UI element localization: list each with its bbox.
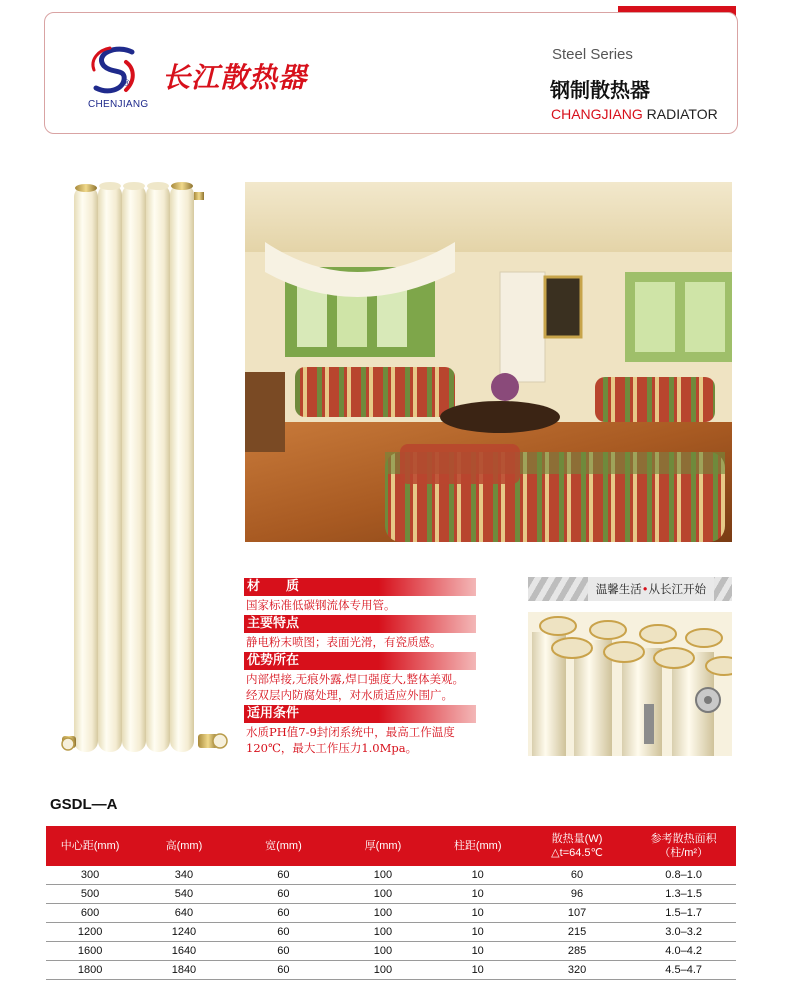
- slogan-dot: •: [641, 582, 649, 596]
- table-cell: 10: [433, 942, 523, 961]
- table-cell: 640: [134, 904, 233, 923]
- slogan-part1: 温馨生活: [595, 582, 642, 596]
- table-cell: 1200: [46, 923, 134, 942]
- table-cell: 1600: [46, 942, 134, 961]
- table-cell: 1800: [46, 961, 134, 980]
- header-reference-area-sub: （柱/m²）: [659, 847, 709, 859]
- table-cell: 1.3–1.5: [631, 885, 736, 904]
- table-cell: 1640: [134, 942, 233, 961]
- feature-heading-conditions: 适用条件: [244, 705, 476, 723]
- table-cell: 60: [234, 923, 333, 942]
- table-cell: 60: [234, 942, 333, 961]
- header-center-distance: 中心距(mm): [46, 826, 134, 866]
- header-width: 宽(mm): [234, 826, 333, 866]
- table-cell: 10: [433, 885, 523, 904]
- table-cell: 3.0–3.2: [631, 923, 736, 942]
- table-cell: 340: [134, 866, 233, 885]
- radiator-closeup-photo: [528, 612, 732, 756]
- table-cell: 60: [234, 866, 333, 885]
- table-cell: 60: [234, 885, 333, 904]
- registered-mark: ®: [122, 79, 131, 89]
- header-heat-output-label: 散热量(W): [551, 833, 603, 845]
- table-cell: 10: [433, 961, 523, 980]
- table-cell: 600: [46, 904, 134, 923]
- slogan-bar: [528, 577, 732, 601]
- table-cell: 300: [46, 866, 134, 885]
- table-row: [46, 923, 736, 942]
- table-cell: 100: [333, 904, 432, 923]
- table-row: [46, 961, 736, 980]
- header-heat-output-sub: △t=64.5℃: [551, 847, 603, 859]
- table-cell: 60: [234, 961, 333, 980]
- brand-logo-icon: [86, 40, 148, 102]
- table-row: [46, 942, 736, 961]
- table-cell: 0.8–1.0: [631, 866, 736, 885]
- table-cell: 1840: [134, 961, 233, 980]
- table-cell: 100: [333, 923, 432, 942]
- feature-heading-material: 材 质: [244, 578, 476, 596]
- feature-body-material: 国家标准低碳钢流体专用管。: [246, 598, 396, 612]
- series-subtitle: [551, 106, 718, 122]
- table-cell: 60: [234, 904, 333, 923]
- table-cell: 100: [333, 885, 432, 904]
- logo-latin-text: CHENJIANG: [88, 99, 149, 110]
- feature-heading-advantages: 优势所在: [244, 652, 476, 670]
- table-row: [46, 866, 736, 885]
- radiator-product-image: [58, 178, 234, 760]
- brand-name: 长江散热器: [162, 61, 308, 94]
- series-subtitle-brand: CHANGJIANG: [551, 106, 643, 122]
- table-header-row: [46, 826, 736, 866]
- series-subtitle-rest: RADIATOR: [642, 106, 718, 122]
- header-heat-output: [523, 826, 632, 866]
- header-reference-area: [631, 826, 736, 866]
- table-cell: 320: [523, 961, 632, 980]
- feature-body-characteristics: 静电粉末喷图；表面光滑，有瓷质感。: [246, 635, 442, 649]
- table-cell: 10: [433, 923, 523, 942]
- table-cell: 100: [333, 866, 432, 885]
- header-height: 高(mm): [134, 826, 233, 866]
- header-thickness: 厚(mm): [333, 826, 432, 866]
- table-cell: 60: [523, 866, 632, 885]
- table-row: [46, 904, 736, 923]
- slogan-text: [588, 577, 714, 601]
- table-cell: 540: [134, 885, 233, 904]
- table-cell: 107: [523, 904, 632, 923]
- series-title-en: Steel Series: [552, 46, 633, 63]
- table-cell: 4.0–4.2: [631, 942, 736, 961]
- header-column-pitch: 柱距(mm): [433, 826, 523, 866]
- table-cell: 100: [333, 961, 432, 980]
- table-cell: 500: [46, 885, 134, 904]
- table-cell: 285: [523, 942, 632, 961]
- spec-table: [46, 826, 736, 980]
- model-title: GSDL—A: [50, 796, 118, 813]
- living-room-photo: [245, 182, 732, 542]
- series-title-cn: 钢制散热器: [550, 78, 650, 102]
- table-cell: 215: [523, 923, 632, 942]
- spec-table-body: [46, 866, 736, 980]
- feature-list: [244, 578, 476, 758]
- slogan-part2: 从长江开始: [648, 582, 706, 596]
- table-cell: 1.5–1.7: [631, 904, 736, 923]
- table-cell: 96: [523, 885, 632, 904]
- table-cell: 4.5–4.7: [631, 961, 736, 980]
- feature-body-conditions: 水质PH值7-9封闭系统中，最高工作温度120℃，最大工作压力1.0Mpa。: [246, 725, 455, 755]
- feature-body-advantages: 内部焊接,无痕外露,焊口强度大,整体美观。经双层内防腐处理，对水质适应外围广。: [246, 672, 464, 702]
- table-cell: 1240: [134, 923, 233, 942]
- table-cell: 10: [433, 904, 523, 923]
- table-cell: 10: [433, 866, 523, 885]
- header-reference-area-label: 参考散热面积: [650, 833, 717, 845]
- feature-heading-characteristics: 主要特点: [244, 615, 476, 633]
- table-row: [46, 885, 736, 904]
- table-cell: 100: [333, 942, 432, 961]
